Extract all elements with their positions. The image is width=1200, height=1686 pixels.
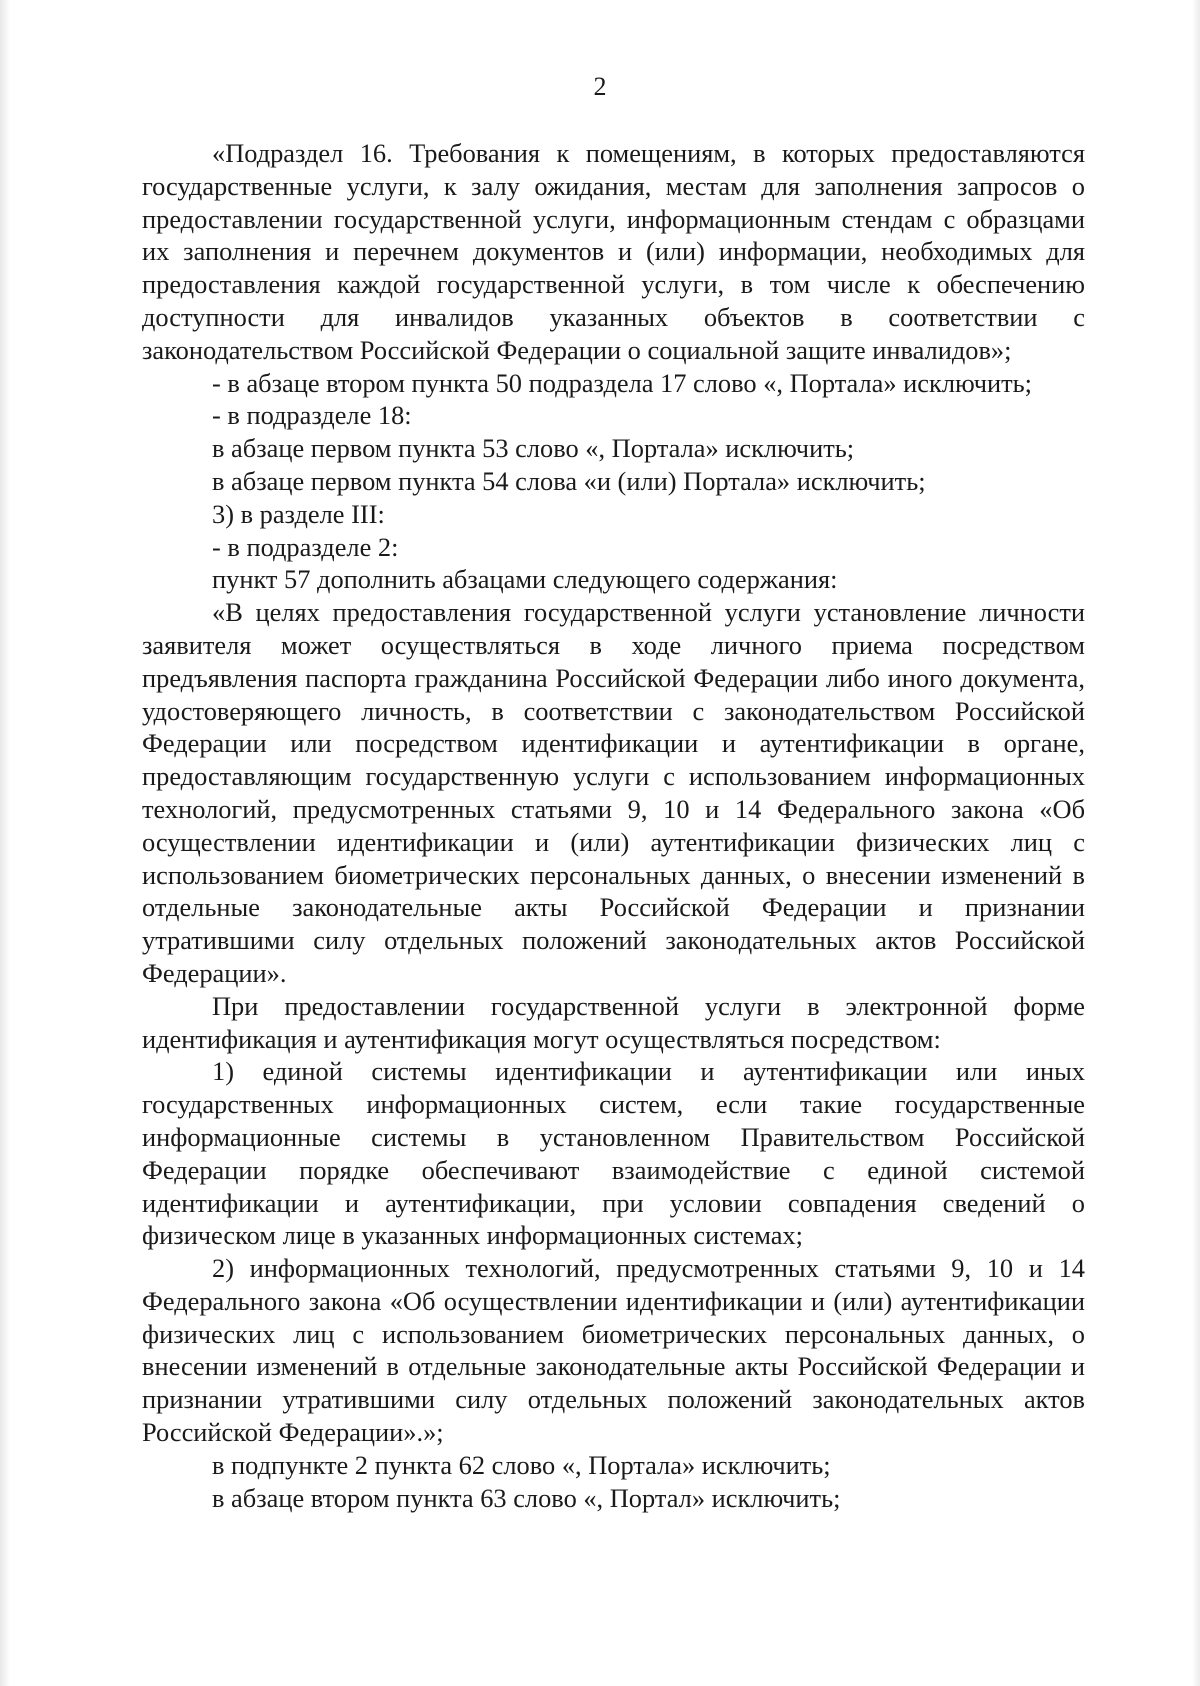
paragraph: в подпункте 2 пункта 62 слово «, Портала» исключить; bbox=[212, 1449, 831, 1480]
paragraph: в абзаце втором пункта 63 слово «, Портал» исключить; bbox=[212, 1482, 841, 1513]
paragraph: 1) единой системы идентификации и аутентификации или иных государственных информационных систем, если такие государственные информационные системы в установленном Правительством Российской Федерации порядке обеспечивают взаимодействие с единой системой идентификации и аутентификации, при условии совпадения сведений о физическом лице в указанных информационных системах; bbox=[142, 1056, 1085, 1251]
paragraph: - в подразделе 2: bbox=[212, 531, 399, 562]
paragraph: 3) в разделе III: bbox=[212, 498, 385, 529]
document-body bbox=[142, 137, 1085, 1514]
paragraph: 2) информационных технологий, предусмотренных статьями 9, 10 и 14 Федерального закона «Об осуществлении идентификации и (или) аутентификации физических лиц с использованием биометрических персональных данных, о внесении изменений в отдельные законодательные акты Российской Федерации и признании утратившими силу отдельных положений законодательных актов Российской Федерации».»; bbox=[142, 1253, 1085, 1448]
paragraph: При предоставлении государственной услуги в электронной форме идентификация и аутентификация могут осуществляться посредством: bbox=[142, 990, 1085, 1054]
paragraph: в абзаце первом пункта 53 слово «, Портала» исключить; bbox=[212, 433, 855, 464]
page-number: 2 bbox=[593, 72, 607, 101]
paragraph: пункт 57 дополнить абзацами следующего содержания: bbox=[212, 564, 838, 595]
scan-edge-left bbox=[0, 0, 10, 1686]
paragraph: - в подразделе 18: bbox=[212, 400, 412, 431]
scan-edge-right bbox=[1192, 0, 1200, 1686]
paragraph: «Подраздел 16. Требования к помещениям, в которых предоставляются государственные услуги, к залу ожидания, местам для заполнения запросов о предоставлении государственной услуги, информационным стендам с образцами их заполнения и перечнем документов и (или) информации, необходимых для предоставления каждой государственной услуги, в том числе к обеспечению доступности для инвалидов указанных объектов в соответствии с законодательством Российской Федерации о социальной защите инвалидов»; bbox=[142, 138, 1085, 365]
paragraph: «В целях предоставления государственной услуги установление личности заявителя может осуществляться в ходе личного приема посредством предъявления паспорта гражданина Российской Федерации либо иного документа, удостоверяющего личность, в соответствии с законодательством Российской Федерации или посредством идентификации и аутентификации в органе, предоставляющим государственную услуги с использованием информационных технологий, предусмотренных статьями 9, 10 и 14 Федерального закона «Об осуществлении идентификации и (или) аутентификации физических лиц с использованием биометрических персональных данных, о внесении изменений в отдельные законодательные акты Российской Федерации и признании утратившими силу отдельных положений законодательных актов Российской Федерации». bbox=[142, 597, 1085, 988]
paragraph: в абзаце первом пункта 54 слова «и (или) Портала» исключить; bbox=[212, 465, 926, 496]
paragraph: - в абзаце втором пункта 50 подраздела 17 слово «, Портала» исключить; bbox=[212, 367, 1033, 398]
